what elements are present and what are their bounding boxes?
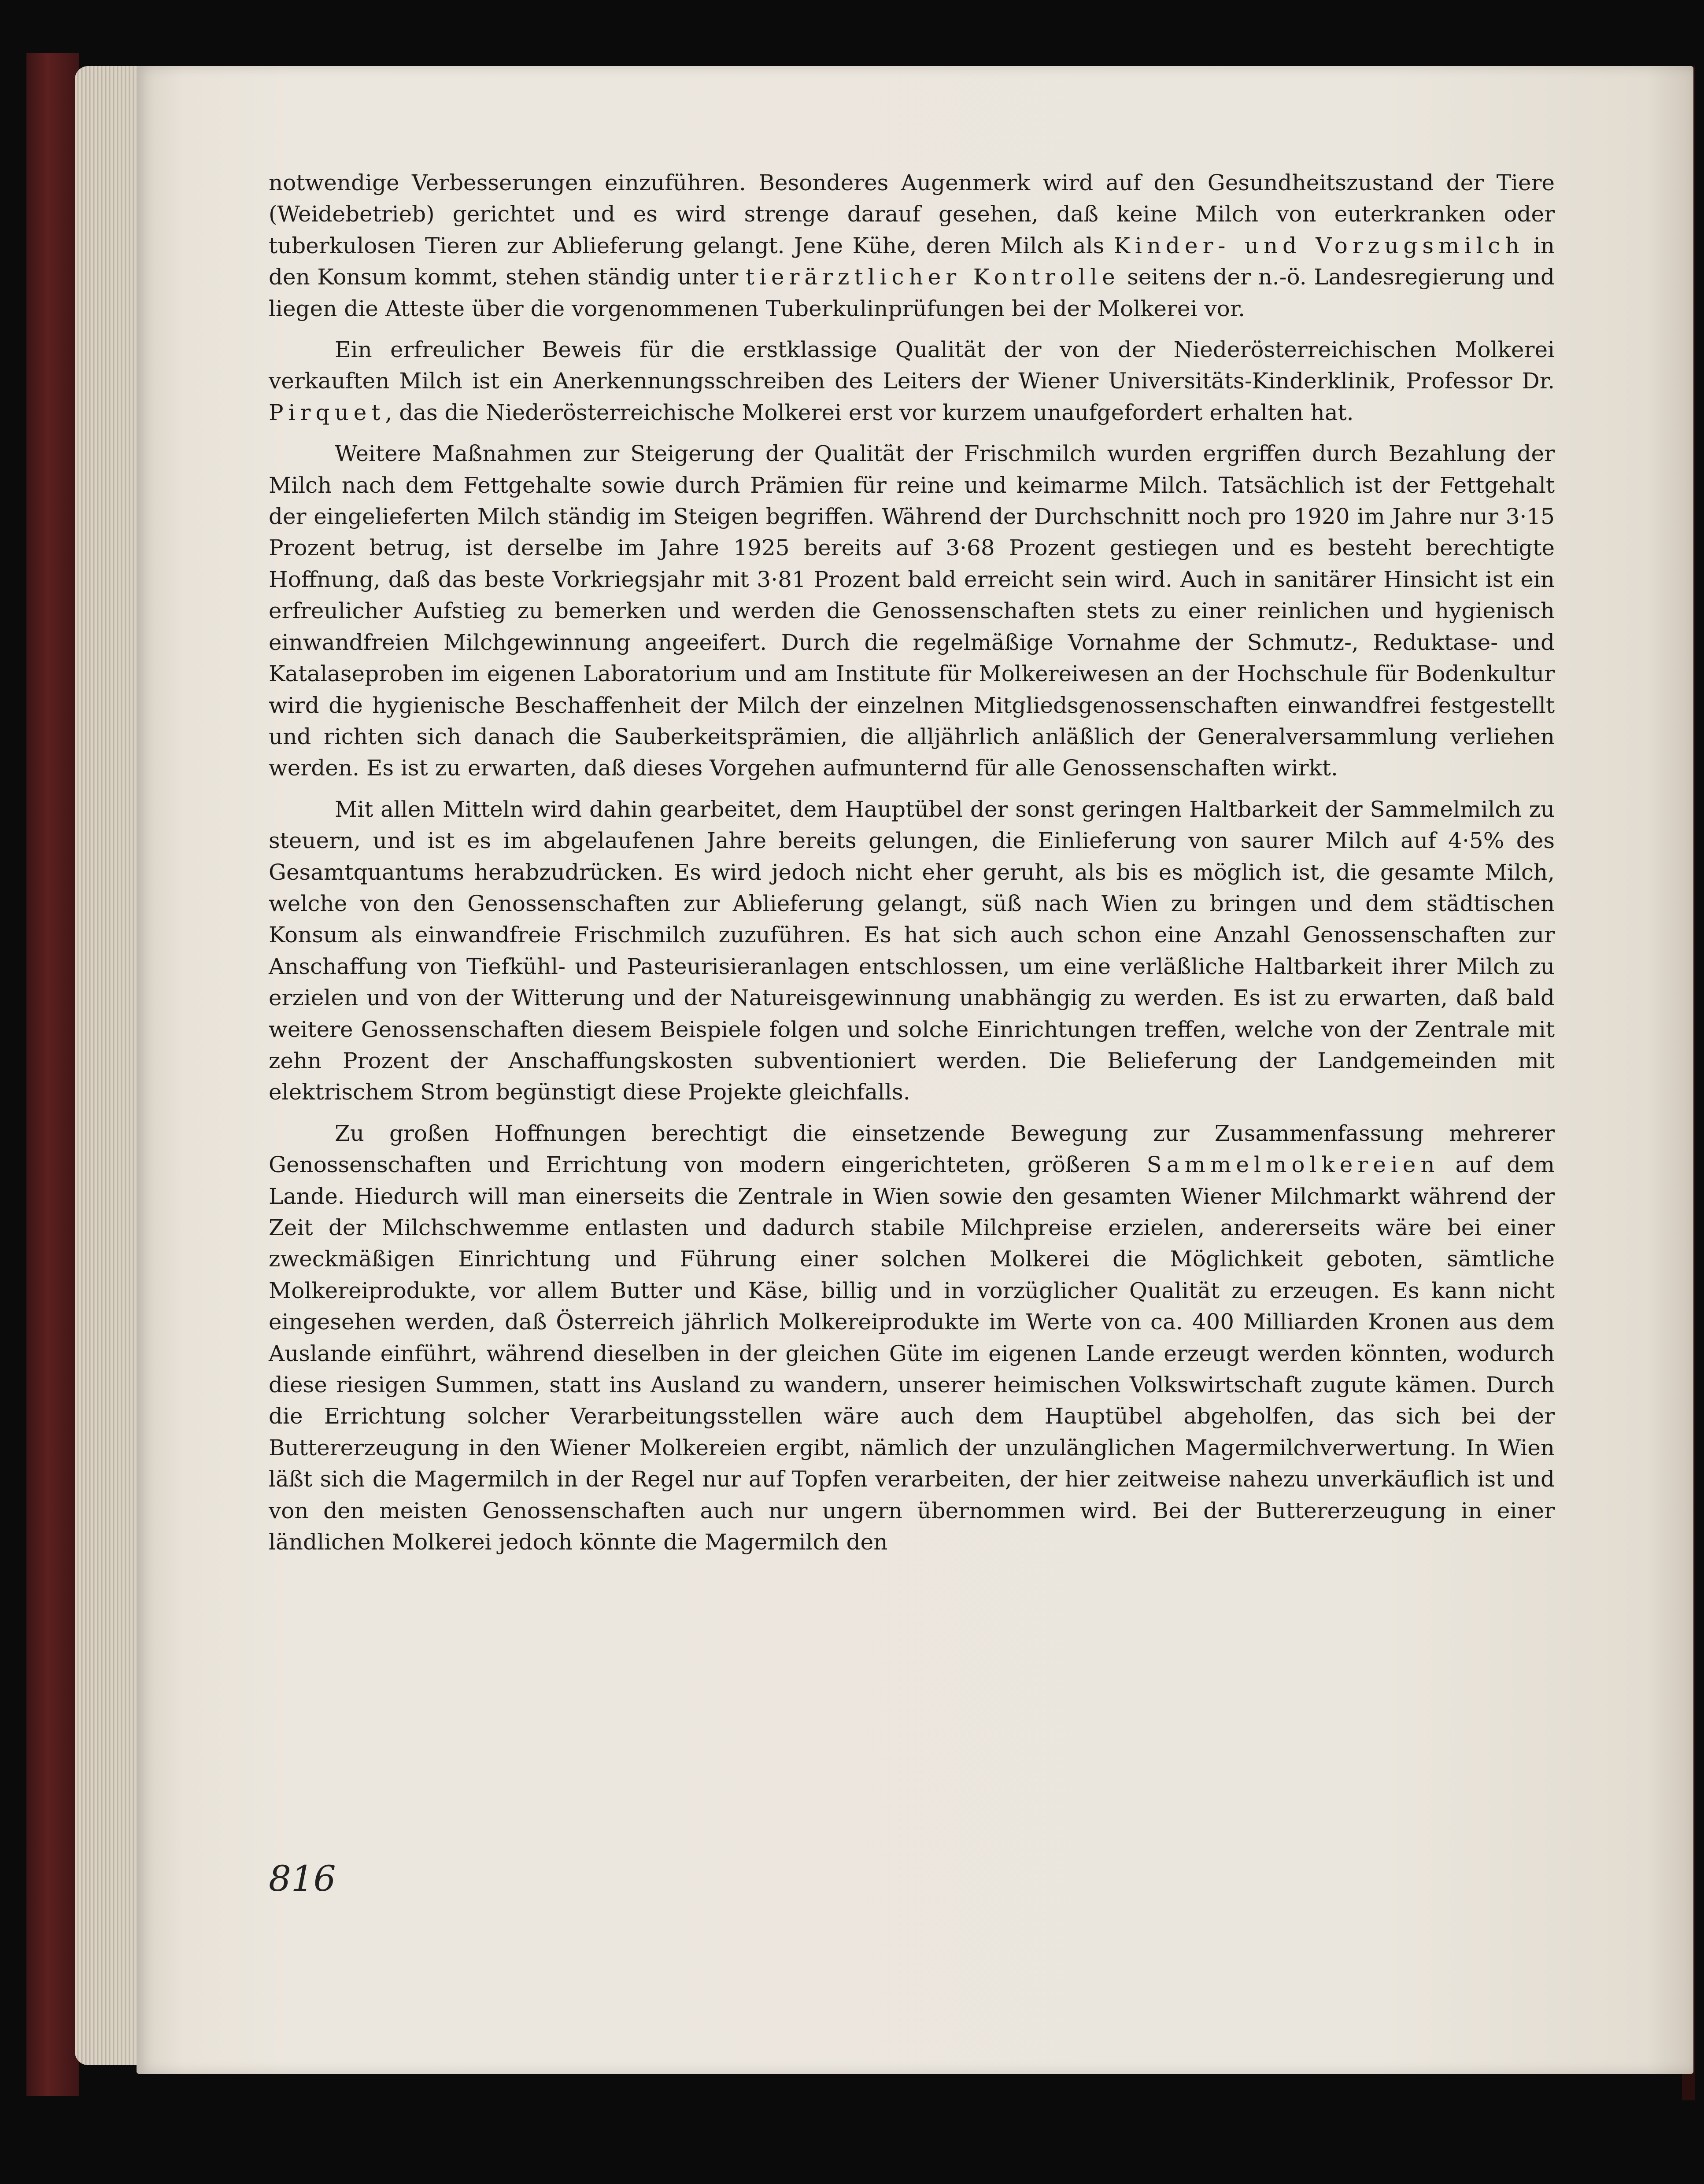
text-segment: Mit allen Mitteln wird dahin gearbeitet, dem Hauptübel der sonst geringen Haltbarkeit der Sammelmilch zu steuern, und ist es im abgelaufenen Jahre bereits gelungen, die Einlieferung von saurer Milch auf 4·5% des Gesamtquantums herabzudrücken. Es wird jedoch nicht eher geruht, als bis es möglich ist, die gesamte Milch, welche von den Genossenschaften zur Ablieferung gelangt, süß nach Wien zu bringen und dem städtischen Konsum als einwandfreie Frischmilch zuzuführen. Es hat sich auch schon eine Anzahl Genossenschaften zur Anschaffung von Tiefkühl- und Pasteurisieranlagen entschlossen, um eine verläßliche Haltbarkeit ihrer Milch zu erzielen und von der Witterung und der Natureisgewinnung unabhängig zu werden. Es ist zu erwarten, daß bald weitere Genossenschaften diesem Beispiele folgen und solche Einrichtungen treffen, welche von der Zentrale mit zehn Prozent der Anschaffungskosten subventioniert werden. Die Belieferung der Landgemeinden mit elektrischem Strom begünstigt diese Projekte gleichfalls. bbox=[269, 796, 1555, 1105]
paragraph-3 bbox=[269, 438, 1555, 784]
text-segment: auf dem Lande. Hiedurch will man einerseits die Zentrale in Wien sowie den gesamten Wiener Milchmarkt während der Zeit der Milchschwemme entlasten und dadurch stabile Milchpreise erzielen, andererseits wäre bei einer zweckmäßigen Einrichtung und Führung einer solchen Molkerei die Möglichkeit geboten, sämtliche Molkereiprodukte, vor allem Butter und Käse, billig und in vorzüglicher Qualität zu erzeugen. Es kann nicht eingesehen werden, daß Österreich jährlich Molkereiprodukte im Werte von ca. 400 Milliarden Kronen aus dem Auslande einführt, während dieselben in der gleichen Güte im eigenen Lande erzeugt werden könnten, wodurch diese riesigen Summen, statt ins Ausland zu wandern, unserer heimischen Volkswirtschaft zugute kämen. Durch die Errichtung solcher Verarbeitungsstellen wäre auch dem Hauptübel abgeholfen, das sich bei der Buttererzeugung in den Wiener Molkereien ergibt, nämlich der unzulänglichen Magermilchverwertung. In Wien läßt sich die Magermilch in der Regel nur auf Topfen verarbeiten, der hier zeitweise nahezu unverkäuflich ist und von den meisten Genossenschaften auch nur ungern übernommen wird. Bei der Buttererzeugung in einer ländlichen Molkerei jedoch könnte die Magermilch den bbox=[269, 1152, 1555, 1555]
spaced-emphasis: Pirquet bbox=[269, 399, 385, 425]
paragraph-2 bbox=[269, 334, 1555, 428]
page-edges bbox=[75, 66, 145, 2065]
text-segment: , das die Niederösterreichische Molkerei erst vor kurzem unaufgefordert erhalten hat. bbox=[385, 399, 1354, 425]
text-segment: Zu großen Hoffnungen berechtigt die einsetzende Bewegung zur Zusammenfassung mehrerer Genossenschaften und Errichtung von modern eingerichteten, größeren bbox=[269, 1120, 1555, 1178]
text-segment: in den Konsum kommt, stehen ständig unter bbox=[269, 232, 1555, 290]
text-segment: notwendige Verbesserungen einzuführen. Besonderes Augenmerk wird auf den Gesundheitszustand der Tiere (Weidebetrieb) gerichtet und es wird strenge darauf gesehen, daß keine Milch von euterkranken oder tuberkulosen Tieren zur Ablieferung gelangt. Jene Kühe, deren Milch als bbox=[269, 170, 1555, 258]
text-segment: Ein erfreulicher Beweis für die erstklassige Qualität der von der Niederösterreichischen Molkerei verkauften Milch ist ein Anerkennungsschreiben des Leiters der Wiener Universitäts-Kinderklinik, Professor Dr. bbox=[269, 337, 1555, 394]
book-cover-left bbox=[26, 53, 79, 2096]
paragraph-4 bbox=[269, 794, 1555, 1108]
spaced-emphasis: tierärztlicher Kontrolle bbox=[745, 264, 1120, 290]
spaced-emphasis: Sammelmolkereien bbox=[1146, 1152, 1440, 1178]
paragraph-1 bbox=[269, 167, 1555, 325]
spaced-emphasis: Kinder- und Vorzugsmilch bbox=[1113, 232, 1524, 258]
text-segment: seitens der n.-ö. Landesregierung und liegen die Atteste über die vorgenommenen Tuberkulinprüfungen bei der Molkerei vor. bbox=[269, 264, 1555, 321]
body-text bbox=[269, 167, 1555, 1568]
paragraph-5 bbox=[269, 1118, 1555, 1558]
text-segment: Weitere Maßnahmen zur Steigerung der Qualität der Frischmilch wurden ergriffen durch Bezahlung der Milch nach dem Fettgehalte sowie durch Prämien für reine und keimarme Milch. Tatsächlich ist der Fettgehalt der eingelieferten Milch ständig im Steigen begriffen. Während der Durchschnitt noch pro 1920 im Jahre nur 3·15 Prozent betrug, ist derselbe im Jahre 1925 bereits auf 3·68 Prozent gestiegen und es besteht berechtigte Hoffnung, daß das beste Vorkriegsjahr mit 3·81 Prozent bald erreicht sein wird. Auch in sanitärer Hinsicht ist ein erfreulicher Aufstieg zu bemerken und werden die Genossenschaften stets zu einer reinlichen und hygienisch einwandfreien Milchgewinnung angeeifert. Durch die regelmäßige Vornahme der Schmutz-, Reduktase- und Katalaseproben im eigenen Laboratorium und am Institute für Molkereiwesen an der Hochschule für Bodenkultur wird die hygienische Beschaffenheit der Milch der einzelnen Mitgliedsgenossenschaften einwandfrei festgestellt und richten sich danach die Sauberkeitsprämien, die alljährlich anläßlich der Generalversammlung verliehen werden. Es ist zu erwarten, daß dieses Vorgehen aufmunternd für alle Genossenschaften wirkt. bbox=[269, 441, 1555, 781]
page-number: 816 bbox=[269, 1858, 336, 1899]
